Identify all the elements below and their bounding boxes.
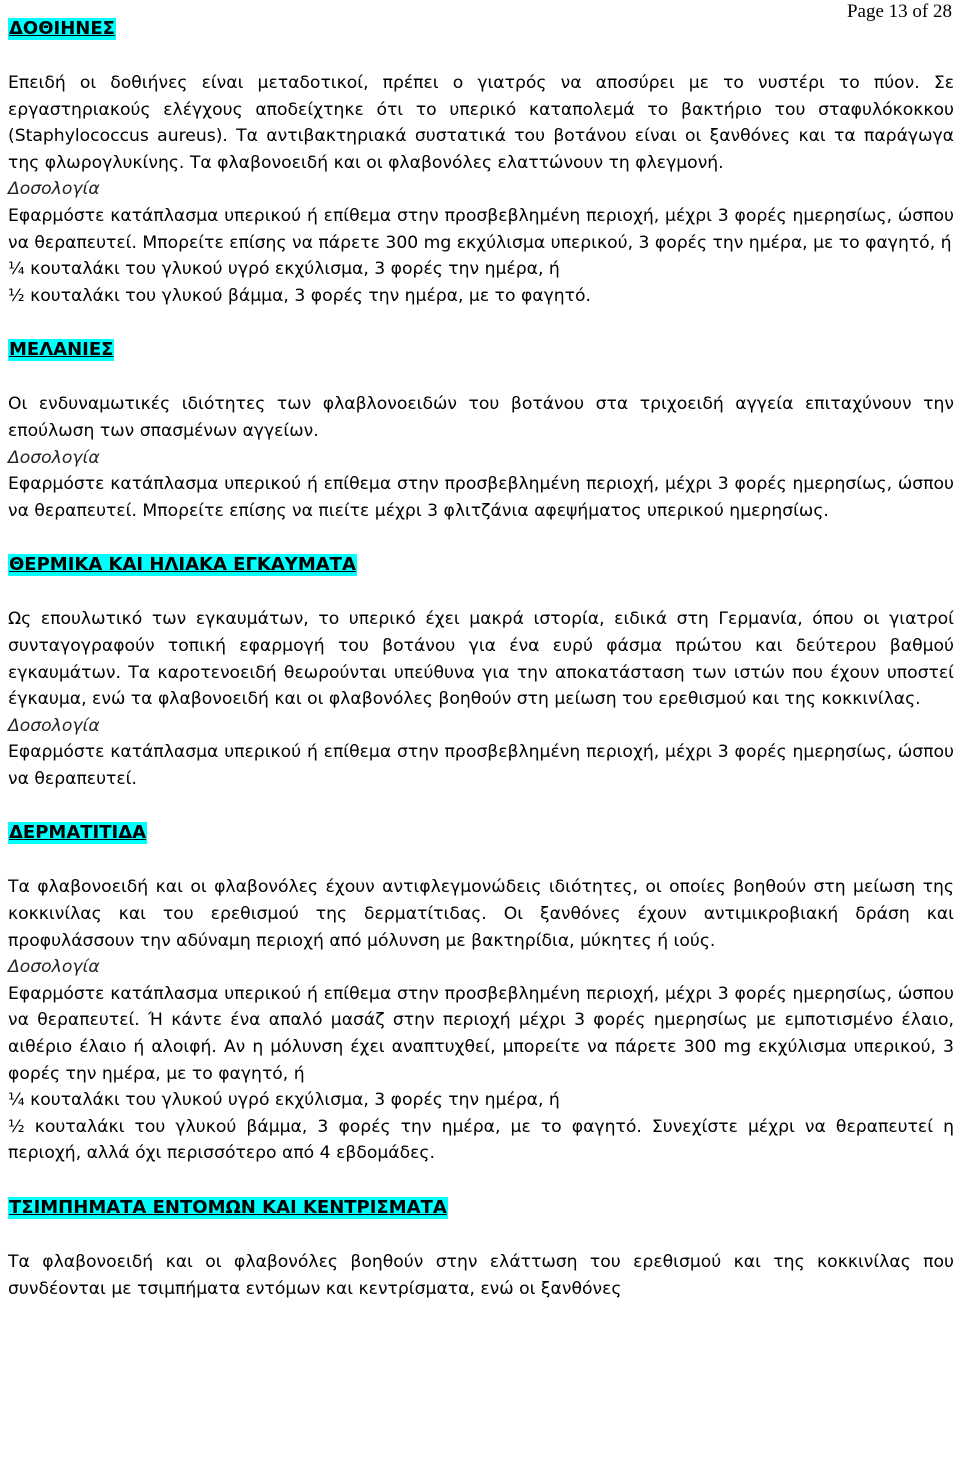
dosage-label: Δοσολογία	[8, 179, 100, 200]
dosage-label: Δοσολογία	[8, 957, 100, 978]
dosage-text: Εφαρμόστε κατάπλασμα υπερικού ή επίθεμα στην προσβεβλημένη περιοχή, μέχρι 3 φορές ημερησίως, ώσπου να θεραπευτεί. Μπορείτε επίσης να πάρετε 300 mg εκχύλισμα υπερικού, 3 φορές την ημέρα, με το φαγητό, ή	[8, 205, 954, 253]
dosage-label: Δοσολογία	[8, 447, 100, 468]
section-heading: ΜΕΛΑΝΙΕΣ	[9, 339, 114, 361]
section-dermatitis	[8, 822, 954, 1167]
section-body: Οι ενδυναμωτικές ιδιότητες των φλαβλονοειδών του βοτάνου στα τριχοειδή αγγεία επιταχύνουν την επούλωση των σπασμένων αγγείων.	[8, 394, 954, 441]
section-doth	[8, 18, 954, 309]
section-heading: ΤΣΙΜΠΗΜΑΤΑ ΕΝΤΟΜΩΝ ΚΑΙ ΚΕΝΤΡΙΣΜΑΤΑ	[9, 1197, 447, 1218]
page-number: Page 13 of 28	[846, 1, 952, 22]
document-content	[8, 18, 954, 1302]
section-melanies	[8, 339, 954, 524]
dosage-text: ½ κουταλάκι του γλυκού βάμμα, 3 φορές την ημέρα, με το φαγητό. Συνεχίστε μέχρι να θεραπευτεί η περιοχή, αλλά όχι περισσότερο από 4 εβδομάδες.	[8, 1116, 954, 1164]
dosage-text: ½ κουταλάκι του γλυκού βάμμα, 3 φορές την ημέρα, με το φαγητό.	[8, 285, 592, 306]
section-burns	[8, 554, 954, 792]
dosage-label: Δοσολογία	[8, 715, 100, 736]
section-body: Επειδή οι δοθιήνες είναι μεταδοτικοί, πρέπει ο γιατρός να αποσύρει με το νυστέρι το πύον. Σε εργαστηριακούς ελέγχους αποδείχτηκε ότι το υπερικό καταπολεμά το βακτήριο του σταφυλόκοκκου (Staphylococcus aureus). Τα αντιβακτηριακά συστατικά του βοτάνου είναι οι ξανθόνες και τα παράγωγα της φλωρογλυκίνης. Τα φλαβονοειδή και οι φλαβονόλες ελαττώνουν τη φλεγμονή.	[8, 73, 954, 173]
section-body: Ως επουλωτικό των εγκαυμάτων, το υπερικό έχει μακρά ιστορία, ειδικά στη Γερμανία, όπου οι γιατροί συνταγογραφούν τοπική εφαρμογή του βοτάνου για ένα ευρύ φάσμα πρώτου και δεύτερου βαθμού εγκαυμάτων. Τα καροτενοειδή θεωρούνται υπεύθυνα για την αποκατάσταση των ιστών που έχουν υποστεί έγκαυμα, ενώ τα φλαβονοειδή και οι φλαβονόλες βοηθούν στη μείωση του ερεθισμού και της κοκκινίλας.	[8, 609, 954, 710]
dosage-text: Εφαρμόστε κατάπλασμα υπερικού ή επίθεμα στην προσβεβλημένη περιοχή, μέχρι 3 φορές ημερησίως, ώσπου να θεραπευτεί. Μπορείτε επίσης να πιείτε μέχρι 3 φλιτζάνια αφεψήματος υπερικού ημερησίως.	[8, 474, 954, 521]
dosage-text: Εφαρμόστε κατάπλασμα υπερικού ή επίθεμα στην προσβεβλημένη περιοχή, μέχρι 3 φορές ημερησίως, ώσπου να θεραπευτεί.	[8, 742, 954, 789]
section-heading: ΘΕΡΜΙΚΑ ΚΑΙ ΗΛΙΑΚΑ ΕΓΚΑΥΜΑΤΑ	[9, 554, 356, 576]
dosage-text: ¼ κουταλάκι του γλυκού υγρό εκχύλισμα, 3 φορές την ημέρα, ή	[8, 259, 560, 280]
section-body: Τα φλαβονοειδή και οι φλαβονόλες έχουν αντιφλεγμονώδεις ιδιότητες, οι οποίες βοηθούν στη μείωση της κοκκινίλας και του ερεθισμού της δερματίτιδας. Οι ξανθόνες έχουν αντιμικροβιακή δράση και προφυλάσσουν την αδύναμη περιοχή από μόλυνση με βακτηρίδια, μύκητες ή ιούς.	[8, 877, 954, 951]
section-body: Τα φλαβονοειδή και οι φλαβονόλες βοηθούν στην ελάττωση του ερεθισμού και της κοκκινίλας που συνδέονται με τσιμπήματα εντόμων και κεντρίσματα, ενώ οι ξανθόνες	[8, 1252, 954, 1299]
dosage-text: ¼ κουταλάκι του γλυκού υγρό εκχύλισμα, 3 φορές την ημέρα, ή	[8, 1090, 560, 1111]
section-heading: ΔΕΡΜΑΤΙΤΙΔΑ	[9, 822, 147, 844]
dosage-text: Εφαρμόστε κατάπλασμα υπερικού ή επίθεμα στην προσβεβλημένη περιοχή, μέχρι 3 φορές ημερησίως, ώσπου να θεραπευτεί. Ή κάντε ένα απαλό μασάζ στην περιοχή μέχρι 3 φορές ημερησίως με εμποτισμένο έλαιο, αιθέριο έλαιο ή αλοιφή. Αν η μόλυνση έχει αναπτυχθεί, μπορείτε να πάρετε 300 mg εκχύλισμα υπερικού, 3 φορές την ημέρα, με το φαγητό, ή	[8, 983, 954, 1084]
section-insect-bites	[8, 1197, 954, 1302]
section-heading: ΔΟΘΙΗΝΕΣ	[9, 18, 115, 39]
